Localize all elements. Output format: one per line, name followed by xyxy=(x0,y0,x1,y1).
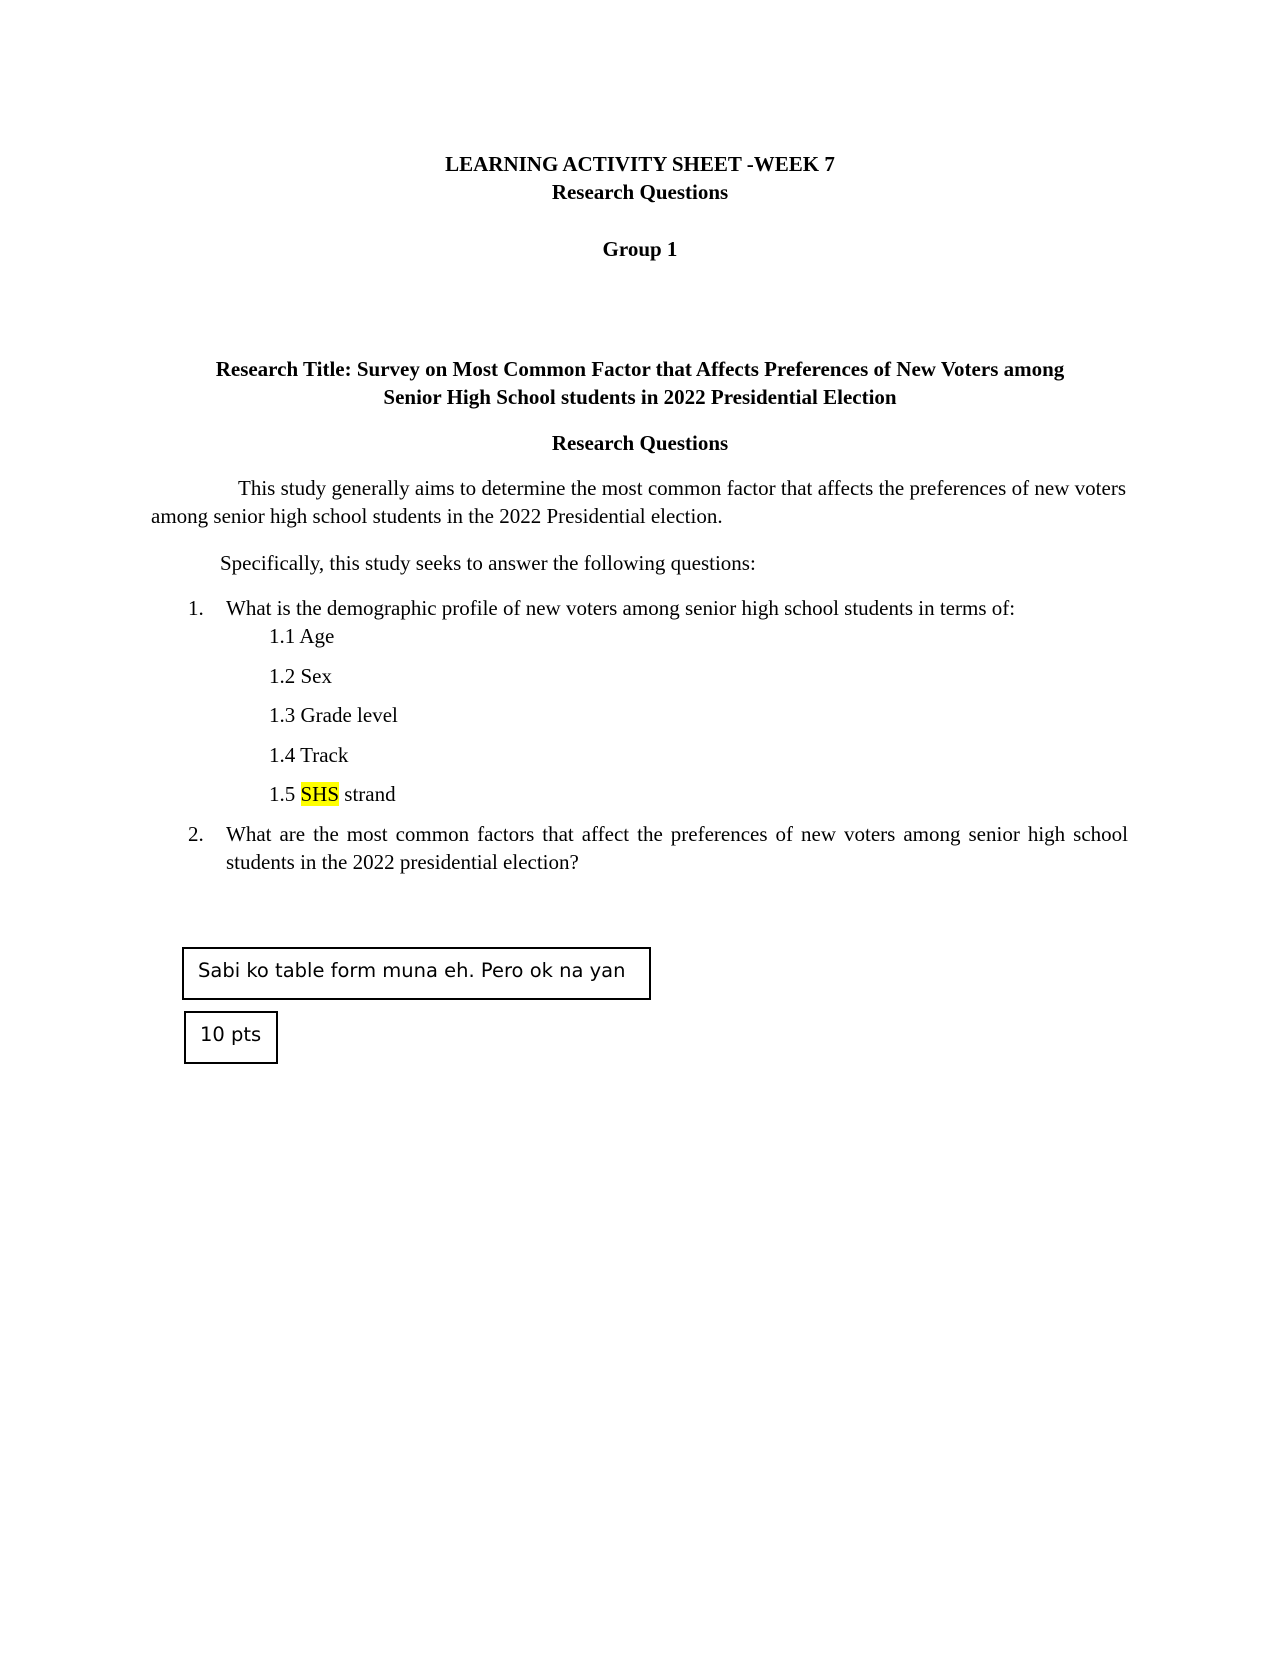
question-number: 2. xyxy=(188,822,204,846)
question-number: 1. xyxy=(188,596,204,620)
sub-item-grade-level: 1.3 Grade level xyxy=(269,703,398,727)
specific-intro: Specifically, this study seeks to answer the following questions: xyxy=(220,551,756,575)
group-label: Group 1 xyxy=(602,237,678,261)
sub-item-track: 1.4 Track xyxy=(269,743,349,767)
research-title-line-1: Research Title: Survey on Most Common Factor that Affects Preferences of New Voters among xyxy=(215,357,1065,381)
sub-item-age: 1.1 Age xyxy=(269,624,335,648)
sheet-subtitle: Research Questions xyxy=(551,180,729,204)
research-title-line-2: Senior High School students in 2022 Presidential Election xyxy=(383,385,897,409)
sub-item-prefix: 1.5 xyxy=(269,782,301,806)
sub-item-sex: 1.2 Sex xyxy=(269,664,332,688)
question-text: What is the demographic profile of new voters among senior high school students in terms of: xyxy=(226,596,1016,620)
feedback-comment-box: Sabi ko table form muna eh. Pero ok na yan xyxy=(182,947,651,1000)
section-heading: Research Questions xyxy=(551,431,729,455)
question-text: What are the most common factors that affect the preferences of new voters among senior high school students in the 2022 presidential election? xyxy=(226,822,1128,874)
score-box: 10 pts xyxy=(184,1011,278,1064)
intro-paragraph: This study generally aims to determine the most common factor that affects the preferences of new voters among senior high school students in the 2022 Presidential election. xyxy=(151,476,1126,528)
sub-item-shs-strand xyxy=(269,780,396,808)
highlighted-text: SHS xyxy=(300,782,340,806)
sub-item-suffix: strand xyxy=(339,782,396,806)
sheet-title: LEARNING ACTIVITY SHEET -WEEK 7 xyxy=(445,152,835,176)
